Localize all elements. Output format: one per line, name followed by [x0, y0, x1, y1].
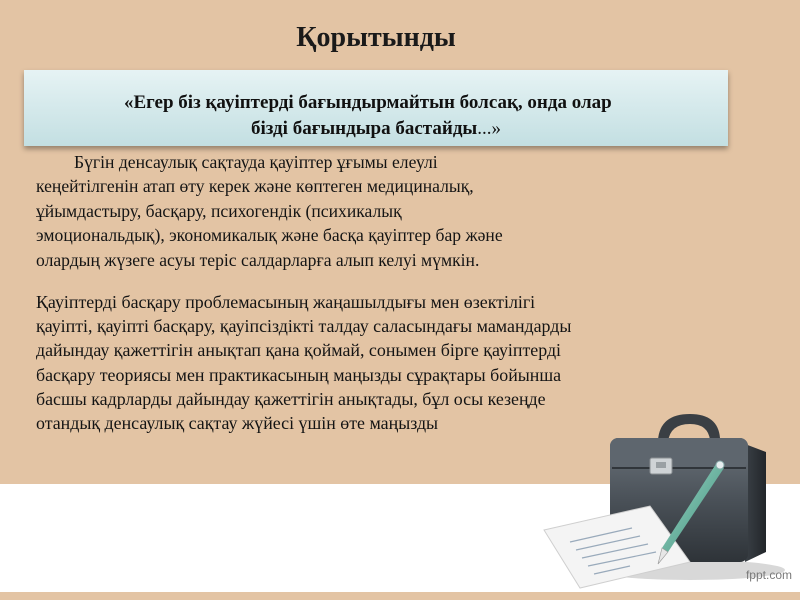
paragraph-1-line: Бүгін денсаулық сақтауда қауіптер ұғымы елеулі	[74, 152, 438, 172]
paragraph-1-line: олардың жүзеге асуы теріс салдарларға алып келуі мүмкін.	[36, 249, 480, 270]
paragraph-1-line: эмоциональдық), экономикалық және басқа қауіптер бар және	[36, 225, 503, 246]
paragraph-2-line: басқару теориясы мен практикасының маңызды сұрақтары бойынша	[36, 364, 562, 385]
quote-box	[24, 70, 728, 146]
paragraph-2-line: дайындау қажеттігін анықтап қана қоймай, сонымен бірге қауіптерді	[36, 340, 562, 361]
slide-title: Қорытынды	[296, 22, 456, 53]
quote-line-2-tail: ...»	[477, 118, 502, 139]
briefcase-flap	[610, 438, 748, 468]
quote-line-2	[24, 118, 728, 140]
paragraph-2-line: Қауіптерді басқару проблемасының жаңашылдығы мен өзектілігі	[36, 292, 536, 312]
watermark: fppt.com	[745, 568, 792, 582]
briefcase-clasp-inner	[656, 462, 666, 468]
paragraph-2-line: отандық денсаулық сақтау жүйесі үшін өте маңызды	[36, 413, 439, 434]
paragraph-1-line: кеңейтілгенін атап өту керек және көптеген медициналық,	[36, 176, 474, 197]
quote-line-2-main: бізді бағындыра бастайды	[250, 118, 478, 139]
paragraph-1	[36, 150, 556, 272]
slide-bottom-strip	[0, 592, 800, 600]
briefcase-handle	[658, 414, 720, 442]
briefcase-illustration	[540, 402, 790, 592]
paragraph-1-line: ұйымдастыру, басқару, психогендік (психикалық	[36, 200, 402, 221]
quote-line-1: «Егер біз қауіптерді бағындырмайтын болсақ, онда олар	[124, 92, 612, 113]
pen-cap	[716, 461, 724, 469]
paragraph-2-line: басшы кадрларды дайындау қажеттігін анықтады, бұл осы кезеңде	[36, 388, 546, 409]
briefcase-side	[745, 444, 766, 562]
paragraph-2-line: қауіпті, қауіпті басқару, қауіпсіздікті талдау саласындағы мамандарды	[36, 316, 572, 337]
